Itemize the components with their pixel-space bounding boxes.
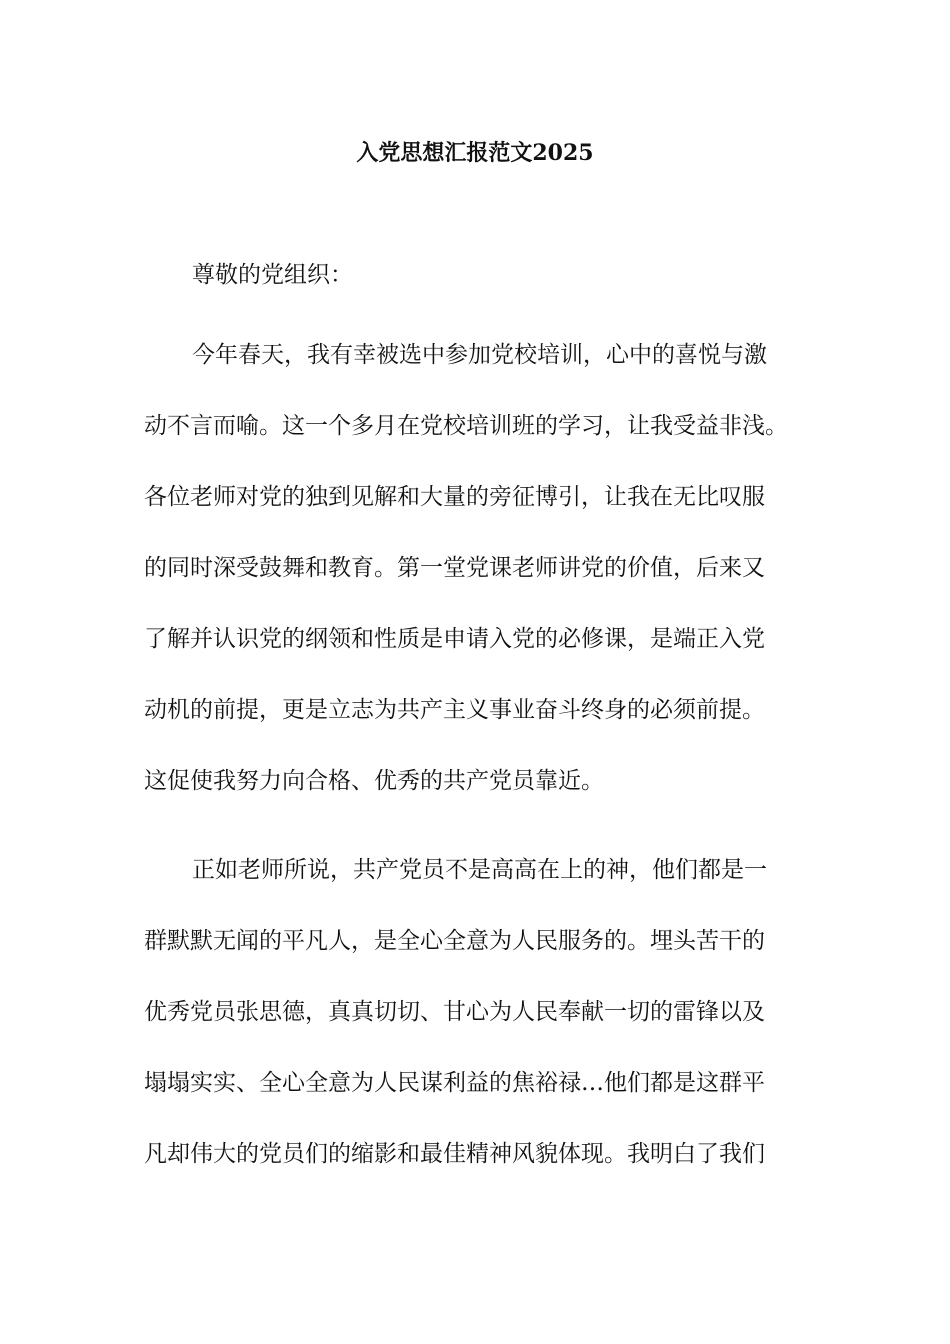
paragraph-1-line-3: 各位老师对党的独到见解和大量的旁征博引，让我在无比叹服 <box>144 484 765 510</box>
paragraph-1-line-5: 了解并认识党的纲领和性质是申请入党的必修课，是端正入党 <box>144 626 765 652</box>
paragraph-1-line-2: 动不言而喻。这一个多月在党校培训班的学习，让我受益非浅。 <box>144 413 788 439</box>
paragraph-1-line-1: 今年春天，我有幸被选中参加党校培训，心中的喜悦与激 <box>192 342 767 368</box>
paragraph-2-line-5: 凡却伟大的党员们的缩影和最佳精神风貌体现。我明白了我们 <box>144 1141 765 1167</box>
paragraph-2-line-2: 群默默无闻的平凡人，是全心全意为人民服务的。埋头苦干的 <box>144 928 765 954</box>
paragraph-1-line-7: 这促使我努力向合格、优秀的共产党员靠近。 <box>144 768 604 794</box>
greeting: 尊敬的党组织： <box>192 262 353 288</box>
paragraph-2-line-4: 塌塌实实、全心全意为人民谋利益的焦裕禄…他们都是这群平 <box>144 1070 765 1096</box>
paragraph-1-line-6: 动机的前提，更是立志为共产主义事业奋斗终身的必须前提。 <box>144 697 765 723</box>
paragraph-2-line-3: 优秀党员张思德，真真切切、甘心为人民奉献一切的雷锋以及 <box>144 999 765 1025</box>
paragraph-1-line-4: 的同时深受鼓舞和教育。第一堂党课老师讲党的价值，后来又 <box>144 555 765 581</box>
paragraph-2-line-1: 正如老师所说，共产党员不是高高在上的神，他们都是一 <box>192 857 767 883</box>
document-title: 入党思想汇报范文2025 <box>356 140 594 166</box>
